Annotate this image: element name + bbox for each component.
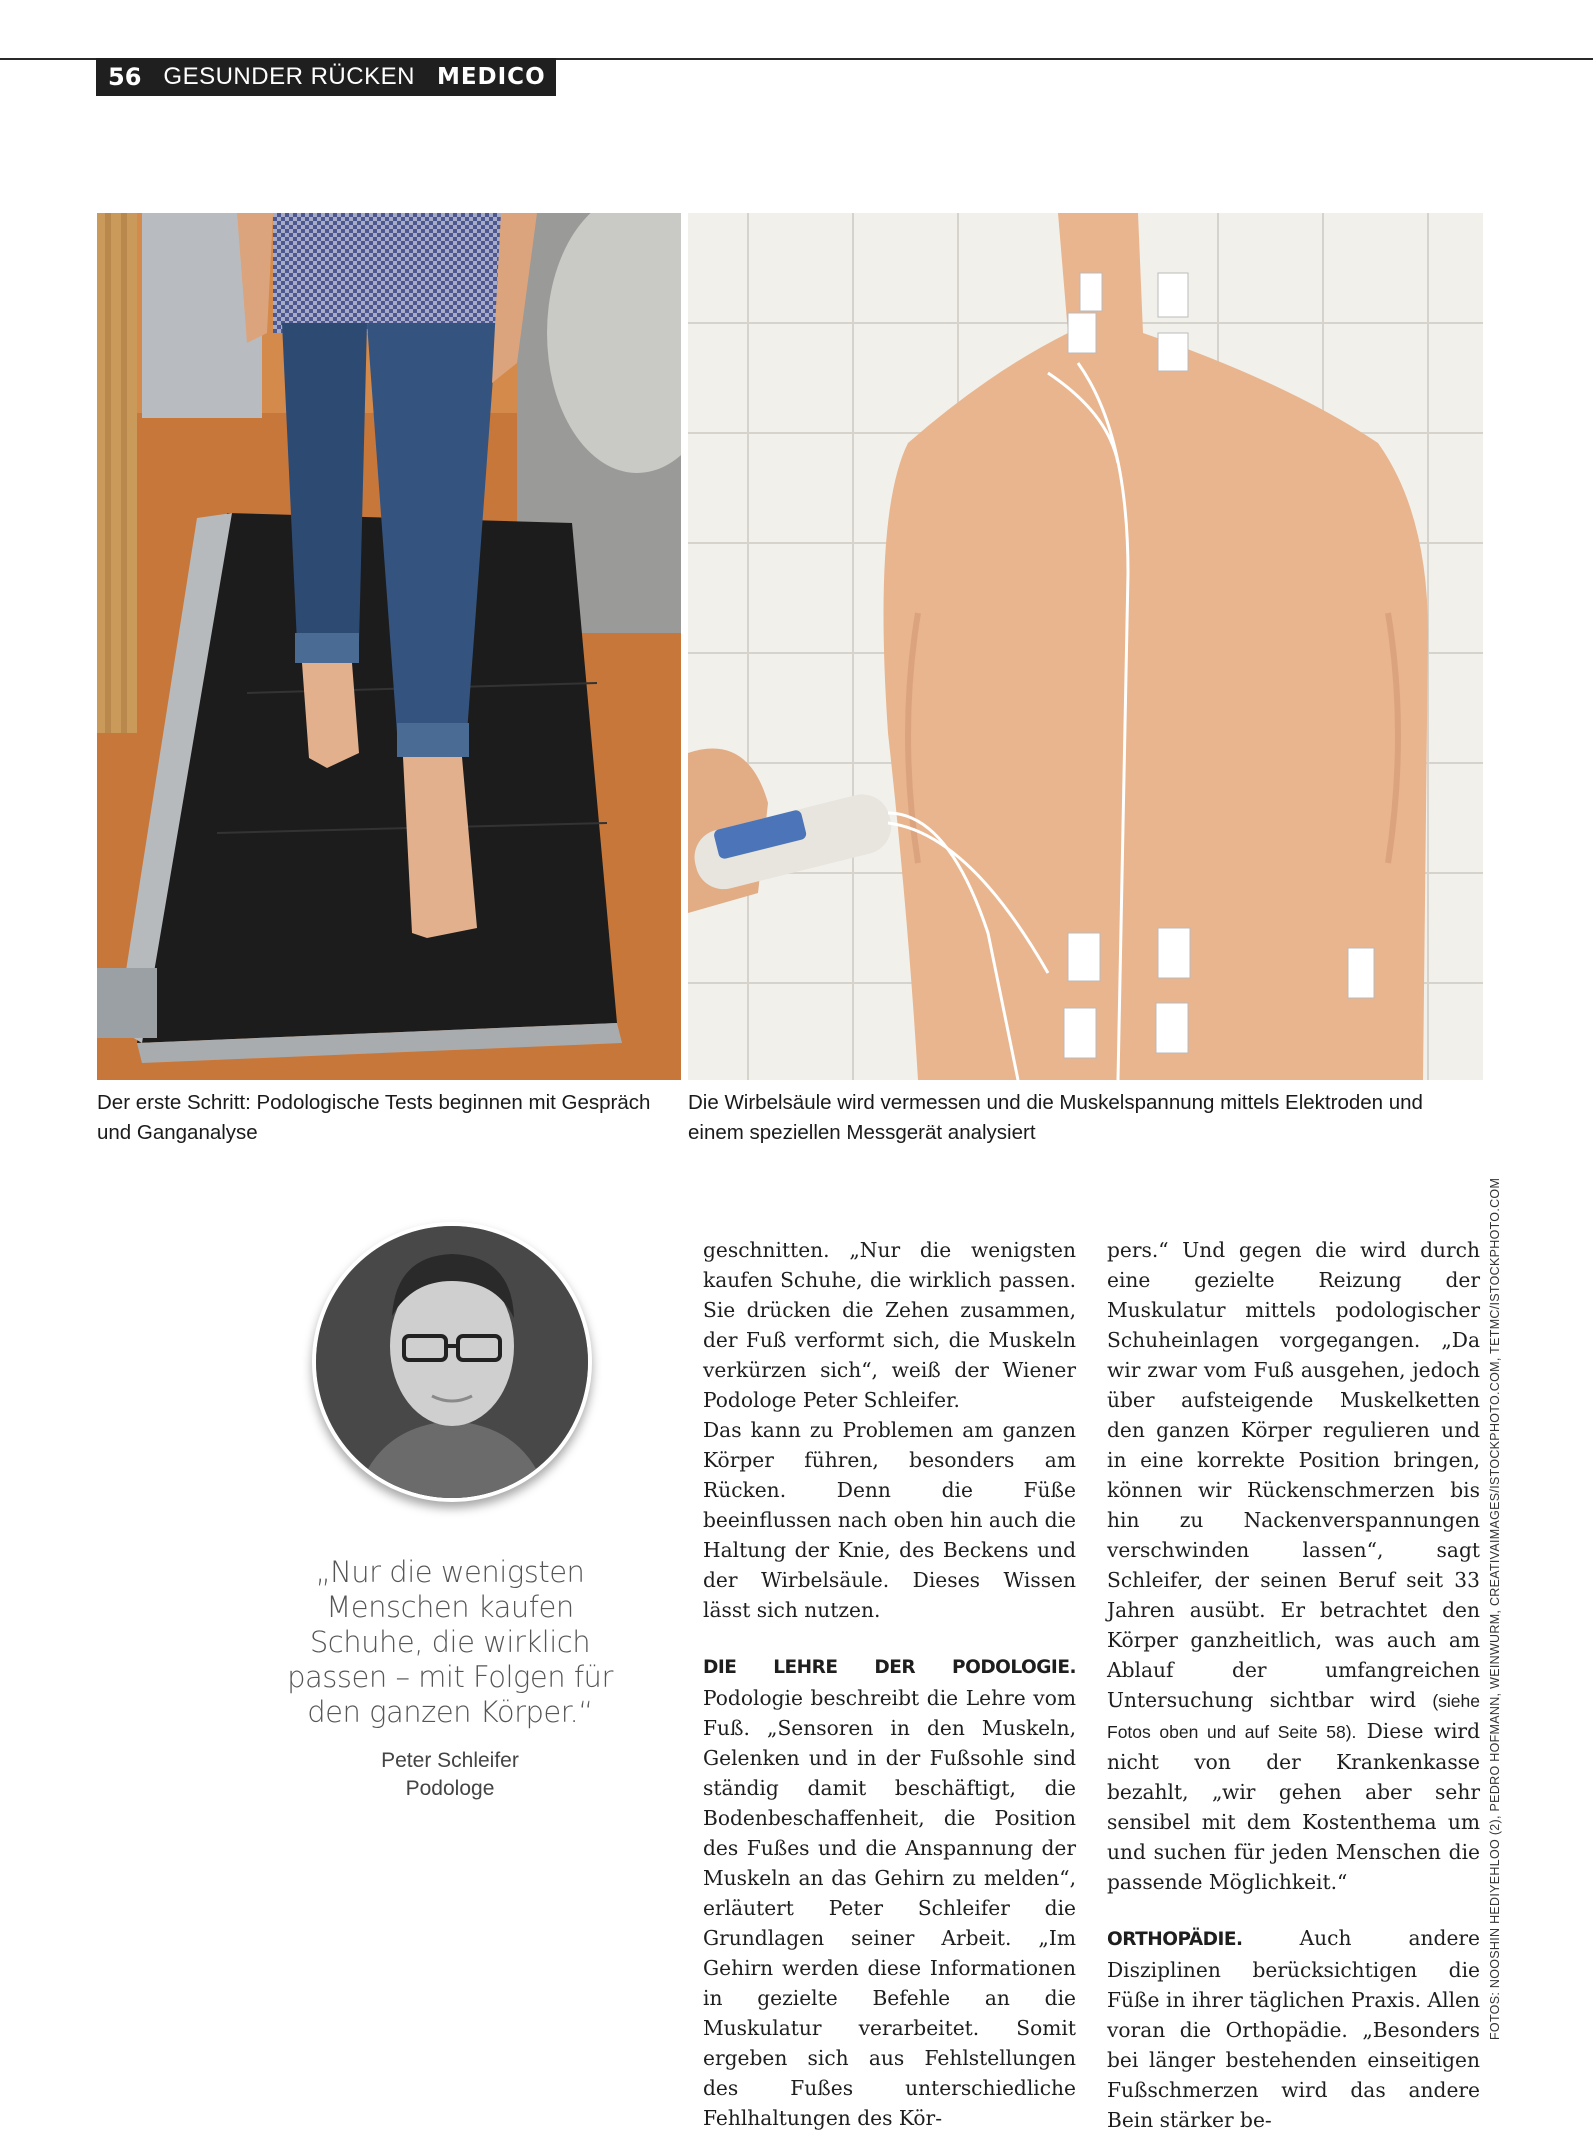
article-paragraph: [1107, 1235, 1480, 1897]
article-column-2: [1107, 1235, 1480, 2135]
gait-analysis-illustration: [97, 213, 681, 1080]
quote-author-role: Podologe: [405, 1777, 495, 1800]
article-text: Auch andere Disziplinen berücksichtigen die Füße in ihrer täglichen Praxis. Allen voran die Orthopädie. „Besonders bei länger bestehenden einseitigen Fußschmerzen wird das andere Bein stärker be-: [1107, 1926, 1481, 2132]
portrait-illustration: [316, 1226, 588, 1498]
subheading-orthopaedie: ORTHOPÄDIE.: [1107, 1929, 1243, 1950]
article-text: Podologie beschreibt die Lehre vom Fuß. „Sensoren in den Muskeln, Gelenken und in der Fußsohle sind ständig damit beschäftigt, die Bodenbeschaffenheit, die Position des Fußes und die Anspannung der Muskeln an das Gehirn zu melden“, erläutert Peter Schleifer die Grundlagen seiner Arbeit. „Im Gehirn werden diese Informationen in gezielte Befehle an die Muskulatur verarbeitet. Somit ergeben sich aus Fehlstellungen des Fußes unterschiedliche Fehlhaltungen des Kör-: [703, 1686, 1076, 2130]
caption-spine-measurement: Die Wirbelsäule wird vermessen und die Muskelspannung mittels Elektroden und einem speziellen Messgerät analysiert: [688, 1091, 1423, 1144]
page-number: 56: [108, 63, 142, 91]
article-text: pers.“ Und gegen die wird durch eine gezielte Reizung der Muskulatur mittels podologischer Schuheinlagen vorgegangen. „Da wir zwar vom Fuß ausgehen, jedoch über aufsteigende Muskelketten den ganzen Körper regulieren und in eine korrekte Position bringen, können wir Rückenschmerzen bis hin zu Nackenverspannungen verschwinden lassen“, sagt Schleifer, der seinen Beruf seit 33 Jahren ausübt. Er betrachtet den Körper ganzheitlich, was auch am Ablauf der umfangreichen Untersuchung sichtbar wird: [1107, 1238, 1480, 1712]
quote-attribution: [270, 1747, 630, 1803]
article-paragraph: [1107, 1923, 1480, 2135]
article-paragraph: geschnitten. „Nur die wenigsten kaufen Schuhe, die wirklich passen. Sie drücken die Zehen zusammen, der Fuß verformt sich, die Muskeln verkürzen sich“, weiß der Wiener Podologe Peter Schleifer.: [703, 1238, 1076, 1412]
article-paragraph: [703, 1651, 1076, 2133]
subheading-podologie: DIE LEHRE DER PODOLOGIE.: [703, 1657, 1076, 1678]
gait-analysis-photo: [97, 213, 681, 1080]
article-paragraph: Das kann zu Problemen am ganzen Körper führen, besonders am Rücken. Denn die Füße beeinflussen nach oben hin auch die Haltung der Knie, des Beckens und der Wirbelsäule. Dieses Wissen lässt sich nutzen.: [703, 1418, 1076, 1622]
quote-author-name: Peter Schleifer: [381, 1749, 519, 1772]
article-text: Diese wird nicht von der Krankenkasse bezahlt, „wir gehen aber sehr sensibel mit dem Kostenthema um und suchen für jeden Menschen die passende Möglichkeit.“: [1107, 1719, 1480, 1894]
portrait-photo: [312, 1222, 592, 1502]
spine-measurement-illustration: [688, 213, 1483, 1080]
photo-credits: FOTOS: NOOSHIN HEDIYEHLOO (2), PEDRO HOFMANN, WEINWURM, CREATIVAIMAGES/ISTOCKPHOTO.COM, TETMC/ISTOCKPHOTO.COM: [1488, 1177, 1502, 2040]
section-title: GESUNDER RÜCKEN: [163, 63, 415, 90]
pull-quote: „Nur die wenigsten Menschen kaufen Schuhe, die wirklich passen – mit Folgen für den ganzen Körper.“: [287, 1555, 613, 1729]
caption-gait-analysis: Der erste Schritt: Podologische Tests beginnen mit Gespräch und Ganganalyse: [97, 1091, 651, 1144]
page-header: [96, 58, 556, 96]
magazine-name: MEDICO: [436, 64, 546, 90]
photo-reference: (siehe Fotos oben und auf Seite 58).: [1107, 1691, 1481, 1742]
spine-measurement-photo: [688, 213, 1483, 1080]
article-column-1: [703, 1235, 1076, 2133]
